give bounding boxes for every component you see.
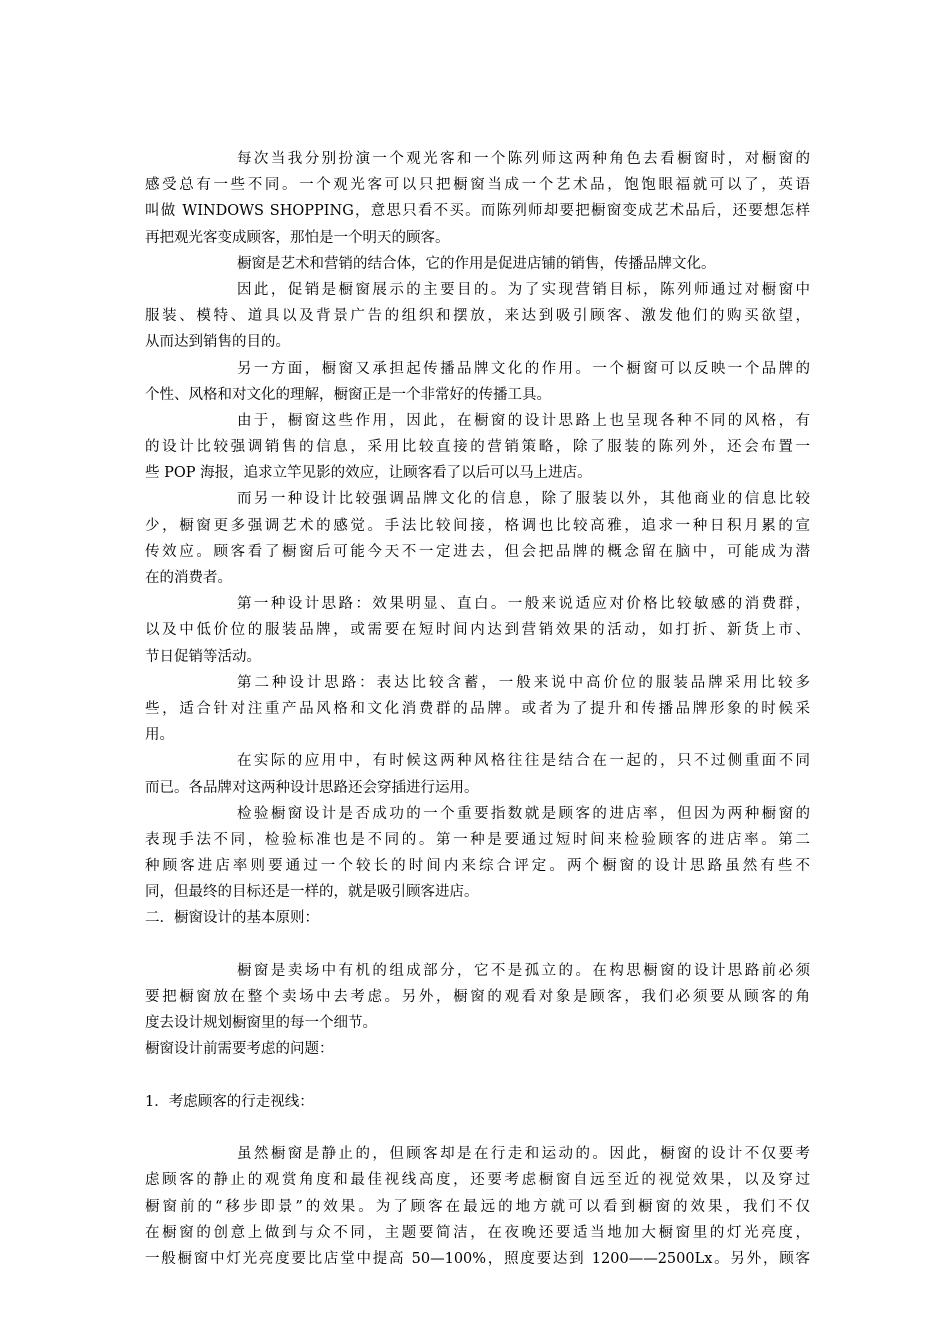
text-line: 的设计比较强调销售的信息，采用比较直接的营销策略，除了服装的陈列外，还会布置一 xyxy=(145,439,810,456)
text-line: 在的消费者。 xyxy=(145,570,232,586)
blank-line xyxy=(145,932,810,958)
text-line: 从而达到销售的目的。 xyxy=(145,334,290,351)
text-line: 由于，橱窗这些作用，因此，在橱窗的设计思路上也呈现各种不同的风格，有 xyxy=(237,412,810,429)
text-line: 以及中低价位的服装品牌，或需要在短时间内达到营销效果的活动，如打折、新货上市、 xyxy=(145,622,810,639)
text-line: 些，适合针对注重产品风格和文化消费群的品牌。或者为了提升和传播品牌形象的时候采 xyxy=(145,700,810,717)
text-line: 少，橱窗更多强调艺术的感觉。手法比较间接，格调也比较高雅，追求一种日积月累的宣 xyxy=(145,517,810,534)
text-line: 在实际的应用中，有时候这两种风格往往是结合在一起的，只不过侧重面不同 xyxy=(237,753,810,770)
document-body xyxy=(145,146,810,1272)
text-line: 一般橱窗中灯光亮度要比店堂中提高 50—100%，照度要达到 1200——2500Lx。另外，顾客 xyxy=(145,1250,810,1267)
text-line: 虑顾客的静止的观赏角度和最佳视线高度，还要考虑橱窗自远至近的视觉效果，以及穿过 xyxy=(145,1172,810,1189)
blank-line xyxy=(145,1115,810,1141)
text-line: 度去设计规划橱窗里的每一个细节。 xyxy=(145,1015,377,1032)
text-line: 而已。各品牌对这两种设计思路还会穿插进行运用。 xyxy=(145,779,479,796)
text-line: 节日促销等活动。 xyxy=(145,648,261,665)
text-line: 同，但最终的目标还是一样的，就是吸引顾客进店。 xyxy=(145,884,479,901)
text-line: 传效应。顾客看了橱窗后可能今天不一定进去，但会把品牌的概念留在脑中，可能成为潜 xyxy=(145,543,810,560)
text-line: 每次当我分别扮演一个观光客和一个陈列师这两种角色去看橱窗时，对橱窗的 xyxy=(237,151,810,167)
text-line: 另一方面，橱窗又承担起传播品牌文化的作用。一个橱窗可以反映一个品牌的 xyxy=(237,360,810,377)
text-line: 在橱窗的创意上做到与众不同，主题要简洁，在夜晚还要适当地加大橱窗里的灯光亮度， xyxy=(145,1224,810,1241)
text-line: 橱窗前的“移步即景”的效果。为了顾客在最远的地方就可以看到橱窗的效果，我们不仅 xyxy=(145,1198,810,1215)
text-line: 再把观光客变成顾客，那怕是一个明天的顾客。 xyxy=(145,229,450,246)
text-line: 二．橱窗设计的基本原则： xyxy=(145,910,319,927)
text-line: 种顾客进店率则要通过一个较长的时间内来综合评定。两个橱窗的设计思路虽然有些不 xyxy=(145,858,810,875)
text-line: 表现手法不同，检验标准也是不同的。第一种是要通过短时间来检验顾客的进店率。第二 xyxy=(145,831,810,848)
text-line: 要把橱窗放在整个卖场中去考虑。另外，橱窗的观看对象是顾客，我们必须要从顾客的角 xyxy=(145,989,810,1005)
text-line: 虽然橱窗是静止的，但顾客却是在行走和运动的。因此，橱窗的设计不仅要考 xyxy=(237,1146,810,1163)
text-line: 1．考虑顾客的行走视线： xyxy=(145,1093,314,1110)
text-line: 橱窗是卖场中有机的组成部分，它不是孤立的。在构思橱窗的设计思路前必须 xyxy=(237,962,810,979)
text-line: 检验橱窗设计是否成功的一个重要指数就是顾客的进店率，但因为两种橱窗的 xyxy=(237,805,810,822)
text-line: 第一种设计思路：效果明显、直白。一般来说适应对价格比较敏感的消费群， xyxy=(237,596,810,613)
text-line: 感受总有一些不同。一个观光客可以只把橱窗当成一个艺术品，饱饱眼福就可以了，英语 xyxy=(145,177,810,194)
text-line: 些 POP 海报，追求立竿见影的效应，让顾客看了以后可以马上进店。 xyxy=(145,465,592,482)
text-line: 橱窗是艺术和营销的结合体，它的作用是促进店铺的销售，传播品牌文化。 xyxy=(237,255,716,272)
text-line: 叫做 WINDOWS SHOPPING，意思只看不买。而陈列师却要把橱窗变成艺术品后，还要想怎样 xyxy=(145,203,810,220)
text-line: 橱窗设计前需要考虑的问题： xyxy=(145,1041,334,1058)
text-line: 而另一种设计比较强调品牌文化的信息，除了服装以外，其他商业的信息比较 xyxy=(237,491,810,508)
text-line: 第二种设计思路：表达比较含蓄，一般来说中高价位的服装品牌采用比较多 xyxy=(237,674,810,691)
blank-line xyxy=(145,1063,810,1089)
text-line: 用。 xyxy=(145,727,174,744)
text-line: 因此，促销是橱窗展示的主要目的。为了实现营销目标，陈列师通过对橱窗中 xyxy=(237,281,810,298)
text-line: 服装、模特、道具以及背景广告的组织和摆放，来达到吸引顾客、激发他们的购买欲望， xyxy=(145,308,810,325)
text-line: 个性、风格和对文化的理解，橱窗正是一个非常好的传播工具。 xyxy=(145,386,551,403)
